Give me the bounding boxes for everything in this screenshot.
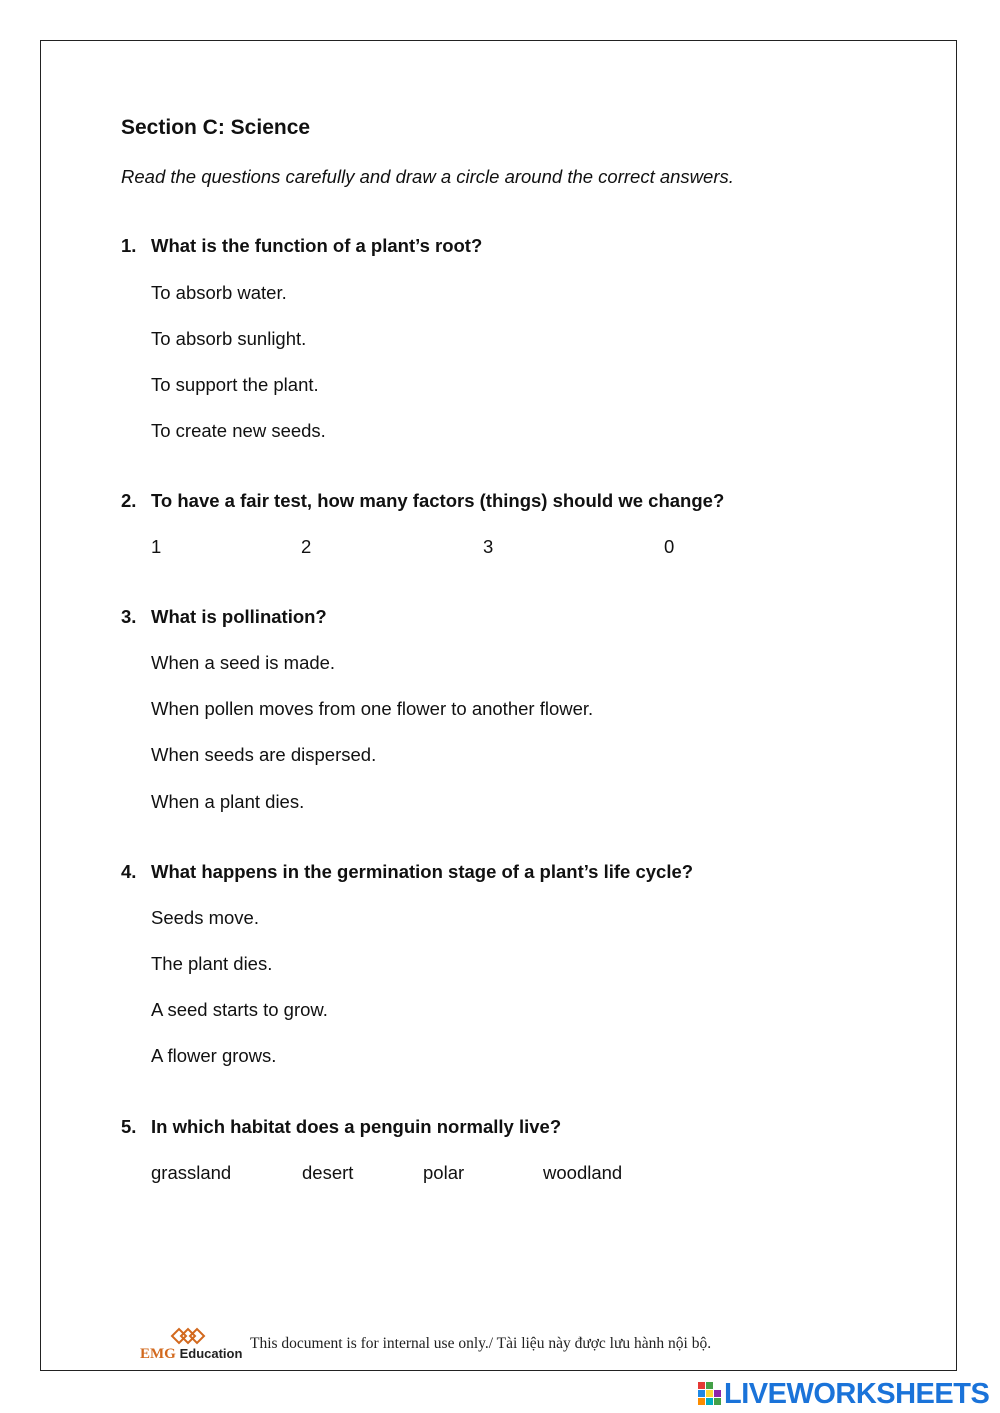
question-4-option-c[interactable]: A seed starts to grow. [151,999,328,1020]
question-2-option-a[interactable]: 1 [151,536,162,557]
question-2-number: 2. [121,490,137,511]
footer-notice: This document is for internal use only./ Tài liệu này được lưu hành nội bộ. [250,1335,712,1352]
section-title: Section C: Science [121,116,311,139]
instructions: Read the questions carefully and draw a circle around the correct answers. [121,166,734,187]
question-4-text: What happens in the germination stage of a plant’s life cycle? [151,861,694,882]
question-1-option-a[interactable]: To absorb water. [151,282,287,303]
question-5-number: 5. [121,1116,137,1137]
question-1-number: 1. [121,235,137,256]
question-5-option-b[interactable]: desert [302,1162,354,1183]
question-2-option-c[interactable]: 3 [483,536,494,557]
question-4-option-a[interactable]: Seeds move. [151,907,259,928]
emg-education-logo [140,1326,243,1366]
question-2-text: To have a fair test, how many factors (things) should we change? [151,490,725,511]
question-5-option-c[interactable]: polar [423,1162,465,1183]
question-1-option-c[interactable]: To support the plant. [151,374,319,395]
question-2-option-d[interactable]: 0 [664,536,675,557]
logo-education: Education [179,1346,243,1361]
question-4-option-d[interactable]: A flower grows. [151,1045,277,1066]
question-4-number: 4. [121,861,137,882]
question-5-text: In which habitat does a penguin normally live? [151,1116,562,1137]
liveworksheets-blocks-icon [698,1382,722,1406]
question-4-option-b[interactable]: The plant dies. [151,953,273,974]
emg-logo-mark-icon [170,1326,206,1346]
emg-logo-text [140,1346,242,1363]
question-5-option-a[interactable]: grassland [151,1162,232,1183]
question-2-option-b[interactable]: 2 [301,536,312,557]
question-1-text: What is the function of a plant’s root? [151,235,483,256]
question-3-option-c[interactable]: When seeds are dispersed. [151,744,377,765]
question-1-option-d[interactable]: To create new seeds. [151,420,326,441]
question-3-option-b[interactable]: When pollen moves from one flower to another flower. [151,698,594,719]
liveworksheets-brand: LIVEWORKSHEETS [724,1378,990,1410]
question-5-option-d[interactable]: woodland [543,1162,623,1183]
question-3-option-d[interactable]: When a plant dies. [151,791,305,812]
question-3-option-a[interactable]: When a seed is made. [151,652,336,673]
question-3-text: What is pollination? [151,606,327,627]
logo-emg: EMG [140,1346,176,1362]
question-3-number: 3. [121,606,137,627]
question-1-option-b[interactable]: To absorb sunlight. [151,328,307,349]
